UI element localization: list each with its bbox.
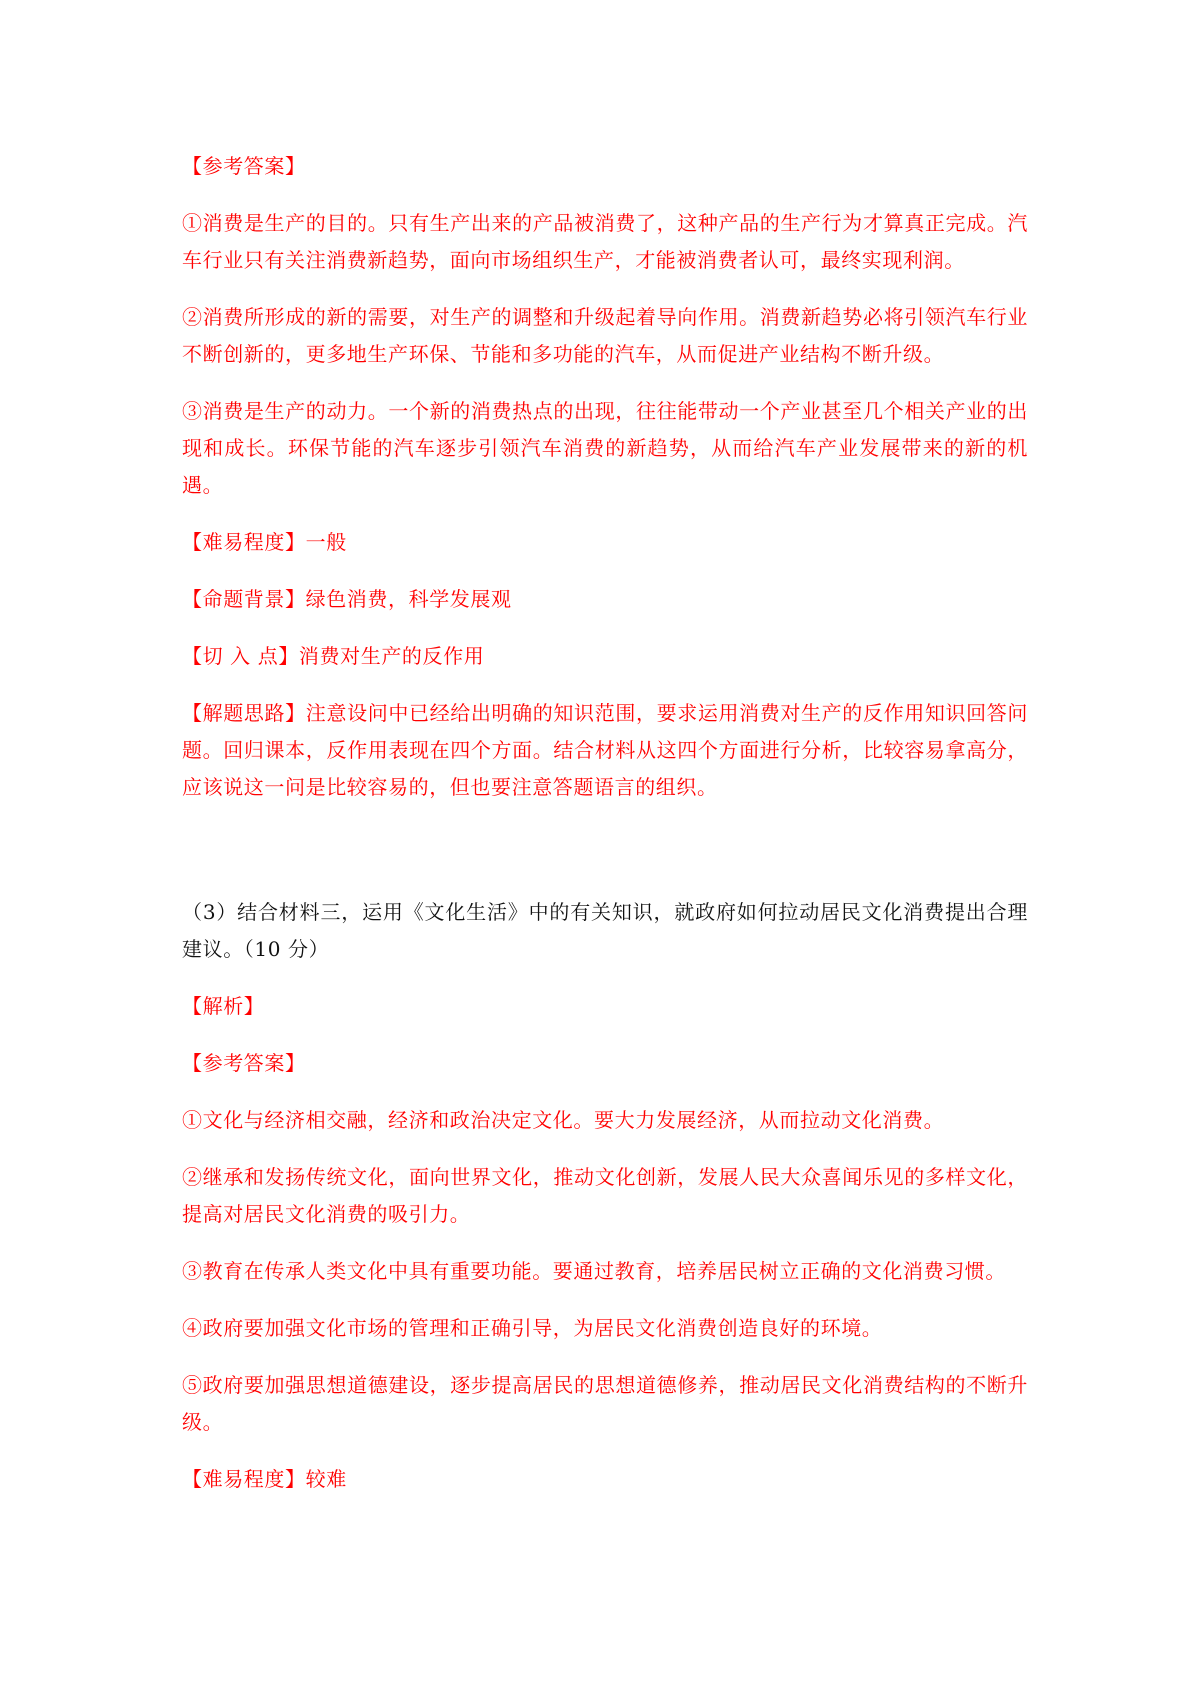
answer2-point-5: ⑤政府要加强思想道德建设，逐步提高居民的思想道德修养，推动居民文化消费结构的不断升级。 (182, 1373, 1028, 1434)
answer2-point-1: ①文化与经济相交融，经济和政治决定文化。要大力发展经济，从而拉动文化消费。 (182, 1108, 945, 1132)
answer2-point-3: ③教育在传承人类文化中具有重要功能。要通过教育，培养居民树立正确的文化消费习惯。 (182, 1259, 1006, 1283)
difficulty-label: 【难易程度】一般 (182, 530, 347, 554)
answer-point-2: ②消费所形成的新的需要，对生产的调整和升级起着导向作用。消费新趋势必将引领汽车行业不断创新的，更多地生产环保、节能和多功能的汽车，从而促进产业结构不断升级。 (182, 305, 1028, 366)
answer-point-3: ③消费是生产的动力。一个新的消费热点的出现，往往能带动一个产业甚至几个相关产业的出现和成长。环保节能的汽车逐步引领汽车消费的新趋势，从而给汽车产业发展带来的新的机遇。 (182, 399, 1028, 497)
answer2-point-2: ②继承和发扬传统文化，面向世界文化，推动文化创新，发展人民大众喜闻乐见的多样文化，提高对居民文化消费的吸引力。 (182, 1165, 1028, 1226)
section-gap (182, 826, 1028, 894)
difficulty-label-2: 【难易程度】较难 (182, 1467, 347, 1491)
document-page (182, 148, 1028, 1518)
answer-header-2: 【参考答案】 (182, 1051, 306, 1075)
answer-point-1: ①消费是生产的目的。只有生产出来的产品被消费了，这种产品的生产行为才算真正完成。汽车行业只有关注消费新趋势，面向市场组织生产，才能被消费者认可，最终实现利润。 (182, 211, 1028, 272)
background-label: 【命题背景】绿色消费，科学发展观 (182, 587, 512, 611)
analysis-header: 【解析】 (182, 994, 265, 1018)
answer2-point-4: ④政府要加强文化市场的管理和正确引导，为居民文化消费创造良好的环境。 (182, 1316, 883, 1340)
question-3: （3）结合材料三，运用《文化生活》中的有关知识，就政府如何拉动居民文化消费提出合理建议。（10 分） (182, 900, 1028, 961)
entry-point-label: 【切 入 点】消费对生产的反作用 (182, 644, 485, 668)
answer-header: 【参考答案】 (182, 154, 306, 178)
solution-approach: 【解题思路】注意设问中已经给出明确的知识范围，要求运用消费对生产的反作用知识回答问题。回归课本，反作用表现在四个方面。结合材料从这四个方面进行分析，比较容易拿高分，应该说这一问是比较容易的，但也要注意答题语言的组织。 (182, 701, 1028, 799)
